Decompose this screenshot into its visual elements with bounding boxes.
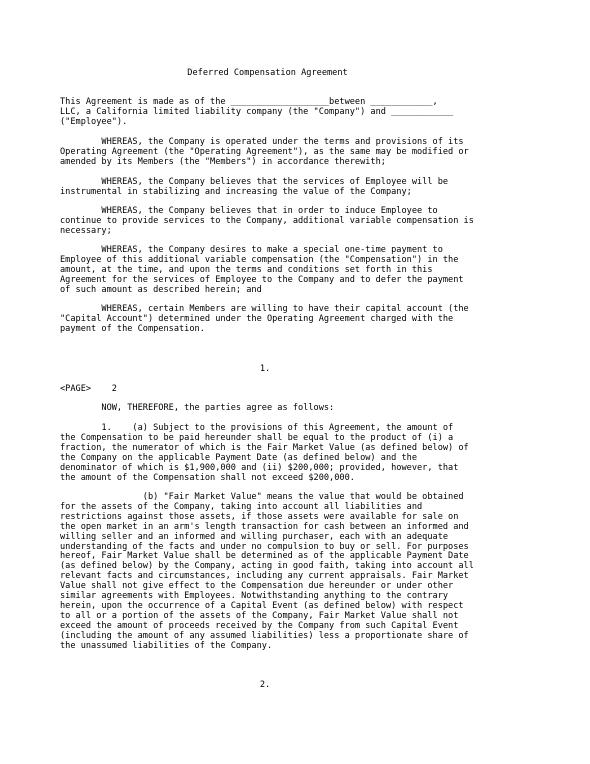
recital-capital-account: WHEREAS, certain Members are willing to have their capital account (the "Capital Account") determined under the Operating Agreement charged with the payment of the Compensation. [60, 304, 469, 334]
page-marker: <PAGE> 2 [60, 384, 117, 394]
recital-operating-agreement: WHEREAS, the Company is operated under the terms and provisions of its Operating Agreement (the "Operating Agreement"), as the same may be modified or amended by its Members (the "Members") in accordance therewith; [60, 137, 469, 167]
recital-induce-employee: WHEREAS, the Company believes that in order to induce Employee to continue to provide services to the Company, additional variable compensation is necessary; [60, 206, 474, 236]
intro-paragraph: This Agreement is made as of the ___________________between ____________, LLC, a California limited liability company (the "Company") and ____________ ("Employee"). [60, 97, 454, 127]
recital-one-time-payment: WHEREAS, the Company desires to make a special one-time payment to Employee of this additional variable compensation (the "Compensation") in the amount, at the time, and upon the terms and conditions set forth in this Agreement for the services of Employee to the Company and to defer the payment of such amount as described herein; and [60, 245, 464, 295]
page-number-2: 2. [259, 680, 271, 690]
recital-services-value: WHEREAS, the Company believes that the services of Employee will be instrumental in stabilizing and increasing the value of the Company; [60, 177, 449, 197]
now-therefore-clause: NOW, THEREFORE, the parties agree as follows: [60, 403, 335, 413]
page-number-1: 1. [259, 364, 271, 374]
document-title: Deferred Compensation Agreement [187, 68, 348, 78]
section-1a: 1. (a) Subject to the provisions of this Agreement, the amount of the Compensation to be paid hereunder shall be equal to the product of (i) a fraction, the numerator of which is the Fair Market Value (as defined below) of the Company on the applicable Payment Date (as defined below) and the denominator of which is $1,900,000 and (ii) $200,000; provided, however, that the amount of the Compensation shall not exceed $200,000. [60, 423, 469, 483]
section-1b: (b) "Fair Market Value" means the value that would be obtained for the assets of the Company, taking into account all liabilities and restrictions against those assets, if those assets were available for sale on the open market in an arm's length transaction for cash between an informed and willing seller and an informed and willing purchaser, each with an adequate understanding of the facts and under no compulsion to buy or sell. For purposes hereof, Fair Market Value shall be determined as of the applicable Payment Date (as defined below) by the Company, acting in good faith, taking into account all relevant facts and circumstances, including any current appraisals. Fair Market Value shall not give effect to the Compensation due hereunder or under other similar agreements with Employees. Notwithstanding anything to the contrary herein, upon the occurrence of a Capital Event (as defined below) with respect to all or a portion of the assets of the Company, Fair Market Value shall not exceed the amount of proceeds received by the Company from such Capital Event (including the amount of any assumed liabilities) less a proportionate share of the unassumed liabilities of the Company. [60, 492, 474, 651]
